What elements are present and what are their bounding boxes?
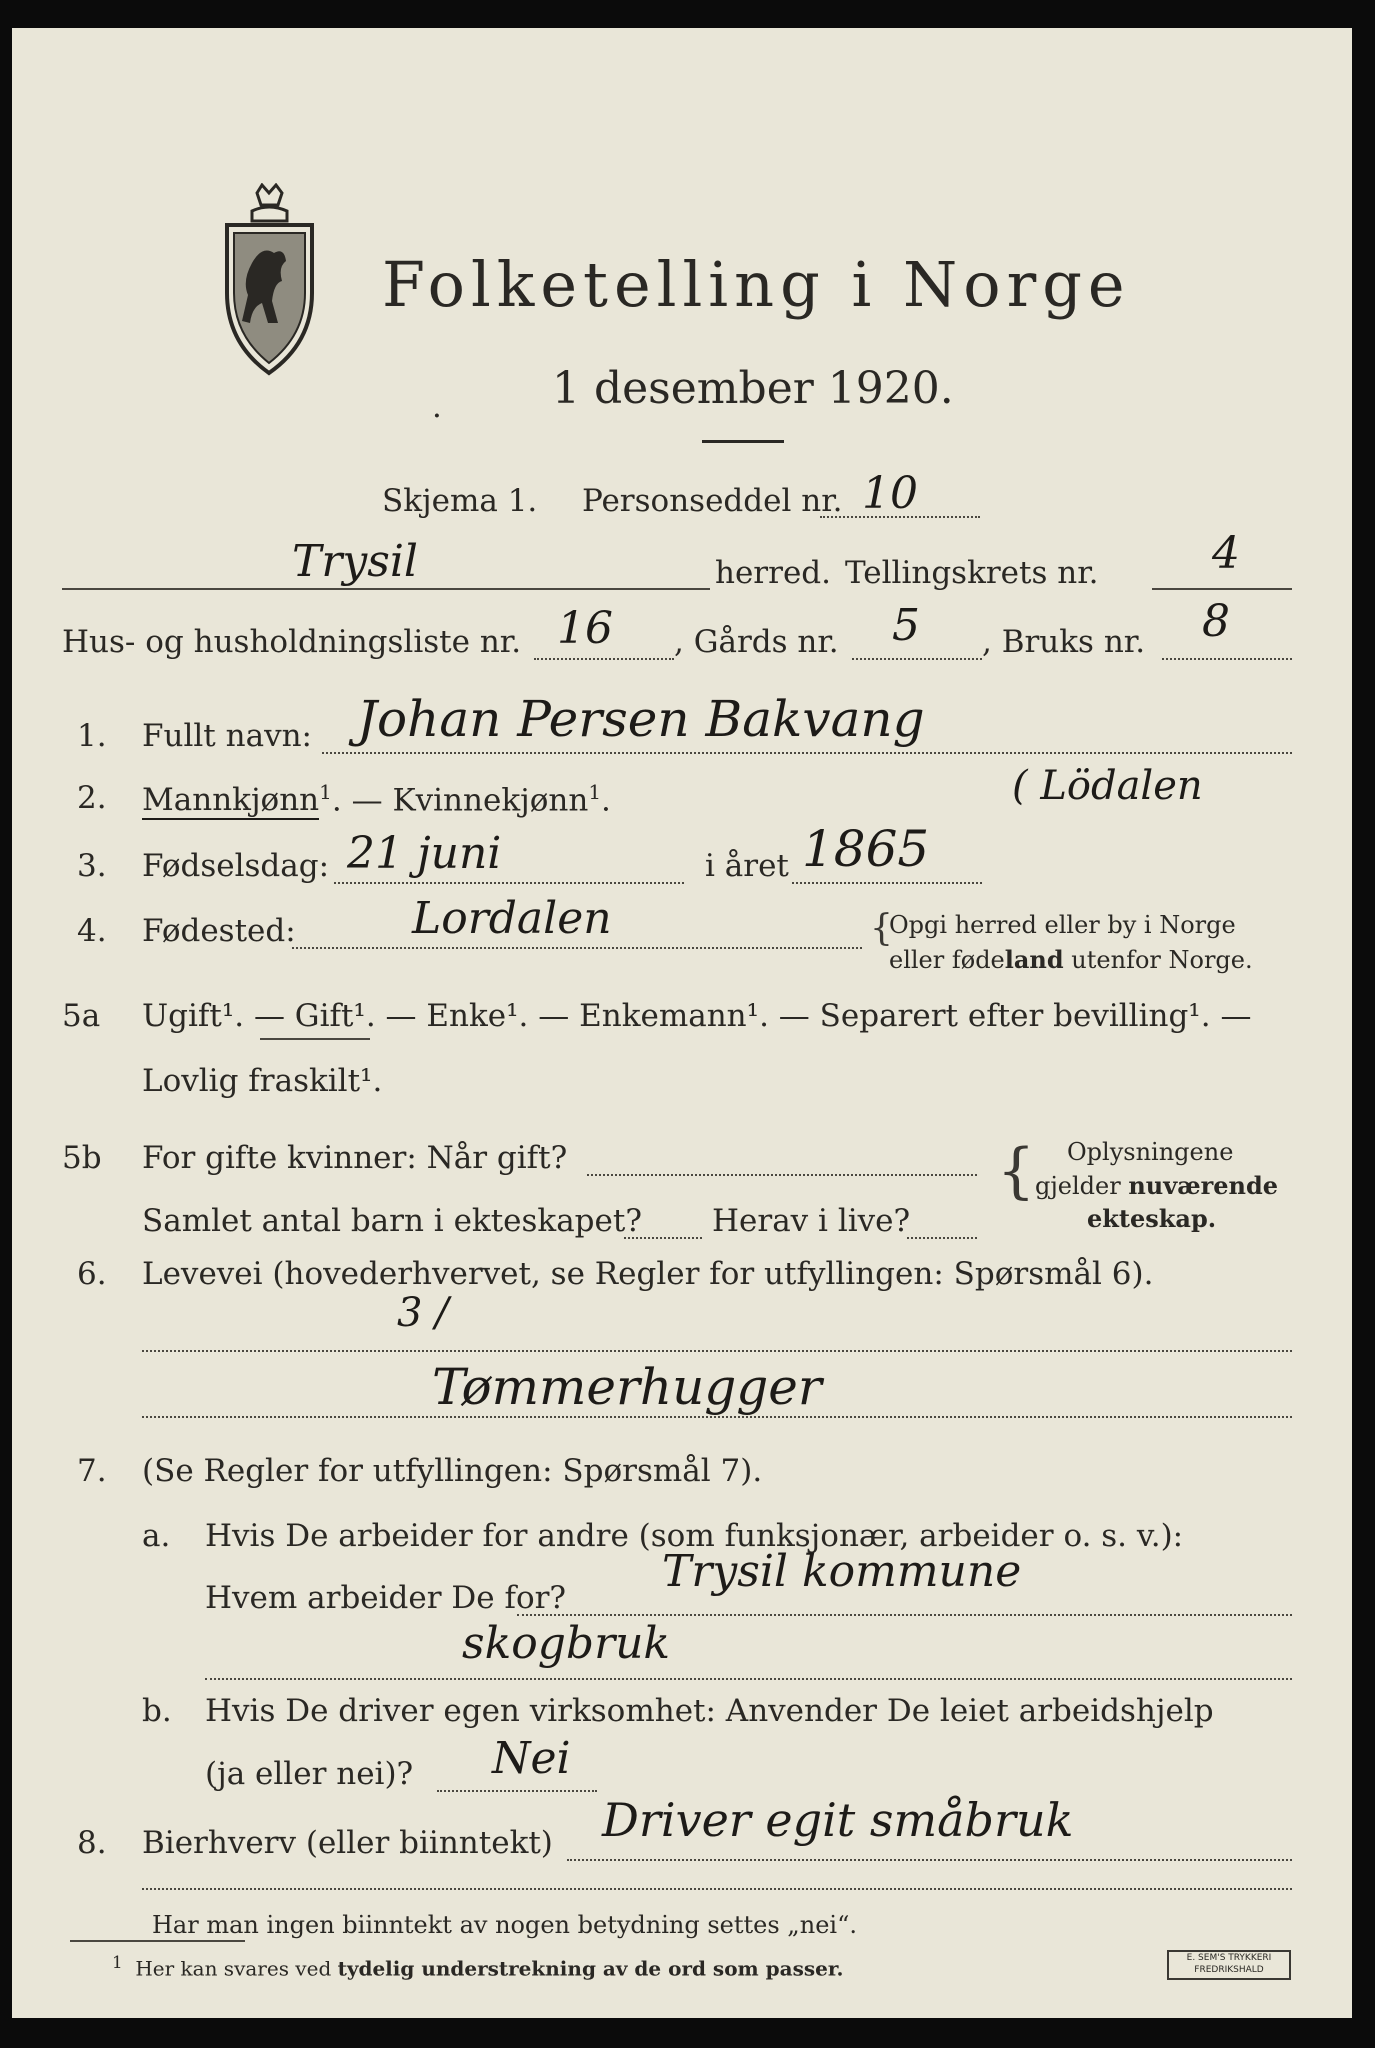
norwegian-coat-of-arms-icon bbox=[212, 183, 327, 383]
form-title: Folketelling i Norge bbox=[382, 248, 1131, 321]
q5b-herav-label: Herav i live? bbox=[712, 1203, 911, 1239]
q5b-note-b: nuværende bbox=[1128, 1171, 1279, 1200]
q4-label: Fødested: bbox=[142, 913, 296, 949]
footnote-text-b: tydelig understrekning av de ord som passer. bbox=[337, 1956, 844, 1981]
q7a-line-1 bbox=[517, 1614, 1292, 1616]
q2-kvinne: Kvinnekjønn bbox=[392, 782, 589, 819]
husliste-value: 16 bbox=[557, 603, 613, 654]
q4-hint-a: eller føde bbox=[889, 946, 1005, 974]
q2-number: 2. bbox=[77, 780, 107, 816]
herred-line bbox=[62, 588, 710, 590]
bruks-line bbox=[1162, 658, 1292, 660]
q2-side-note: ( Lödalen bbox=[1012, 763, 1203, 809]
printer-stamp bbox=[1167, 1950, 1291, 1980]
q7a-value-line1: Trysil kommune bbox=[662, 1546, 1022, 1597]
q5b-children-line bbox=[624, 1237, 702, 1239]
q5b-note-line3: ekteskap. bbox=[1087, 1204, 1217, 1233]
herred-value: Trysil bbox=[292, 536, 418, 587]
q8-line-2 bbox=[142, 1888, 1292, 1890]
q3-number: 3. bbox=[77, 848, 107, 884]
tellingskrets-line bbox=[1152, 588, 1292, 590]
q5b-alive-line bbox=[907, 1237, 977, 1239]
q5b-note-line1: Oplysningene bbox=[1067, 1138, 1234, 1166]
q4-value: Lordalen bbox=[412, 893, 612, 944]
q3-label: Fødselsdag: bbox=[142, 848, 330, 884]
q8-line-1 bbox=[567, 1859, 1292, 1861]
q7b-line2-label: (ja eller nei)? bbox=[205, 1756, 414, 1792]
q2-footnote-mark-2: 1 bbox=[588, 780, 602, 804]
q1-value: Johan Persen Bakvang bbox=[357, 690, 925, 748]
q7b-line1: Hvis De driver egen virksomhet: Anvender De leiet arbeidshjelp bbox=[205, 1693, 1214, 1729]
bruks-value: 8 bbox=[1202, 596, 1230, 647]
q7a-value-line2: skogbruk bbox=[462, 1618, 671, 1669]
q5b-married-line bbox=[587, 1174, 977, 1176]
gards-label: , Gårds nr. bbox=[674, 624, 839, 660]
tellingskrets-label: Tellingskrets nr. bbox=[845, 555, 1099, 591]
q2-sep: . — bbox=[331, 782, 393, 819]
q5b-note-a: gjelder bbox=[1035, 1172, 1129, 1200]
stamp-line2: FREDRIKSHALD bbox=[1194, 1965, 1264, 1975]
q5a-line1: Ugift¹. — Gift¹. — Enke¹. — Enkemann¹. — Separert efter bevilling¹. — bbox=[142, 998, 1252, 1034]
q5b-brace: { bbox=[997, 1136, 1036, 1206]
husliste-line bbox=[534, 658, 674, 660]
q7a-line-2 bbox=[205, 1678, 1292, 1680]
q6-line-1 bbox=[142, 1350, 1292, 1352]
q4-number: 4. bbox=[77, 913, 107, 949]
q6-value: Tømmerhugger bbox=[432, 1358, 822, 1416]
q3-year-label: i året bbox=[705, 848, 789, 884]
q8-label: Bierhverv (eller biinntekt) bbox=[142, 1825, 553, 1861]
q6-code-mark: 3 / bbox=[397, 1290, 449, 1336]
q3-day-value: 21 juni bbox=[347, 828, 502, 879]
q6-number: 6. bbox=[77, 1256, 107, 1292]
personseddel-value: 10 bbox=[862, 468, 918, 519]
q8-number: 8. bbox=[77, 1825, 107, 1861]
herred-label: herred. bbox=[715, 555, 831, 591]
q5a-number: 5a bbox=[62, 998, 101, 1034]
tellingskrets-value: 4 bbox=[1212, 528, 1240, 579]
form-subtitle: 1 desember 1920. bbox=[552, 363, 954, 414]
q7a-line2-label: Hvem arbeider De for? bbox=[205, 1580, 567, 1616]
q4-hint-line2 bbox=[889, 945, 1253, 974]
q4-brace: { bbox=[870, 908, 893, 949]
q4-hint-line1: Opgi herred eller by i Norge bbox=[889, 911, 1236, 939]
stamp-line1: E. SEM'S TRYKKERI bbox=[1186, 1953, 1272, 1963]
q5b-note-line2 bbox=[1035, 1171, 1278, 1200]
census-form-page bbox=[12, 28, 1352, 2018]
q2-gender-options bbox=[142, 780, 611, 818]
dot-mark: · bbox=[432, 398, 442, 434]
q7a-letter: a. bbox=[142, 1518, 171, 1554]
q5b-line1-label: For gifte kvinner: Når gift? bbox=[142, 1140, 568, 1176]
footnote bbox=[112, 1953, 844, 1981]
q7-number: 7. bbox=[77, 1453, 107, 1489]
q3-year-line bbox=[792, 882, 982, 884]
q7b-line bbox=[437, 1790, 597, 1792]
q3-year-value: 1865 bbox=[802, 820, 930, 878]
q7b-value: Nei bbox=[492, 1733, 571, 1784]
q1-number: 1. bbox=[77, 718, 107, 754]
q5a-gift-underline bbox=[260, 1038, 370, 1040]
q8-value: Driver egit småbruk bbox=[602, 1793, 1074, 1847]
q4-line bbox=[292, 947, 862, 949]
q1-label: Fullt navn: bbox=[142, 718, 312, 754]
q7b-letter: b. bbox=[142, 1693, 172, 1729]
bruks-label: , Bruks nr. bbox=[982, 624, 1146, 660]
title-divider bbox=[702, 440, 784, 443]
q5b-number: 5b bbox=[62, 1140, 102, 1176]
personseddel-label: Personseddel nr. bbox=[582, 483, 843, 519]
q2-end: . bbox=[601, 782, 611, 819]
q2-mann: Mannkjønn bbox=[142, 782, 320, 819]
skjema-label: Skjema 1. bbox=[382, 483, 538, 519]
q4-hint-c: utenfor Norge. bbox=[1063, 946, 1253, 974]
q5b-line2-label: Samlet antal barn i ekteskapet? bbox=[142, 1203, 642, 1239]
gards-line bbox=[852, 658, 982, 660]
footnote-text-a: Her kan svares ved bbox=[135, 1956, 338, 1981]
q6-line-2 bbox=[142, 1416, 1292, 1418]
gards-value: 5 bbox=[892, 600, 920, 651]
husliste-label: Hus- og husholdningsliste nr. bbox=[62, 624, 522, 660]
q6-label: Levevei (hovederhvervet, se Regler for utfyllingen: Spørsmål 6). bbox=[142, 1256, 1154, 1292]
q2-footnote-mark-1: 1 bbox=[319, 780, 332, 804]
q5a-line2: Lovlig fraskilt¹. bbox=[142, 1063, 383, 1099]
footnote-number: 1 bbox=[112, 1953, 123, 1972]
footer-note: Har man ingen biinntekt av nogen betydning settes „nei“. bbox=[152, 1911, 857, 1939]
q3-day-line bbox=[334, 882, 684, 884]
q7-label: (Se Regler for utfyllingen: Spørsmål 7). bbox=[142, 1453, 763, 1489]
footnote-divider bbox=[70, 1940, 245, 1942]
q4-hint-b: land bbox=[1004, 945, 1064, 974]
q1-line bbox=[322, 752, 1292, 754]
q7a-line1: Hvis De arbeider for andre (som funksjonær, arbeider o. s. v.): bbox=[205, 1518, 1184, 1554]
